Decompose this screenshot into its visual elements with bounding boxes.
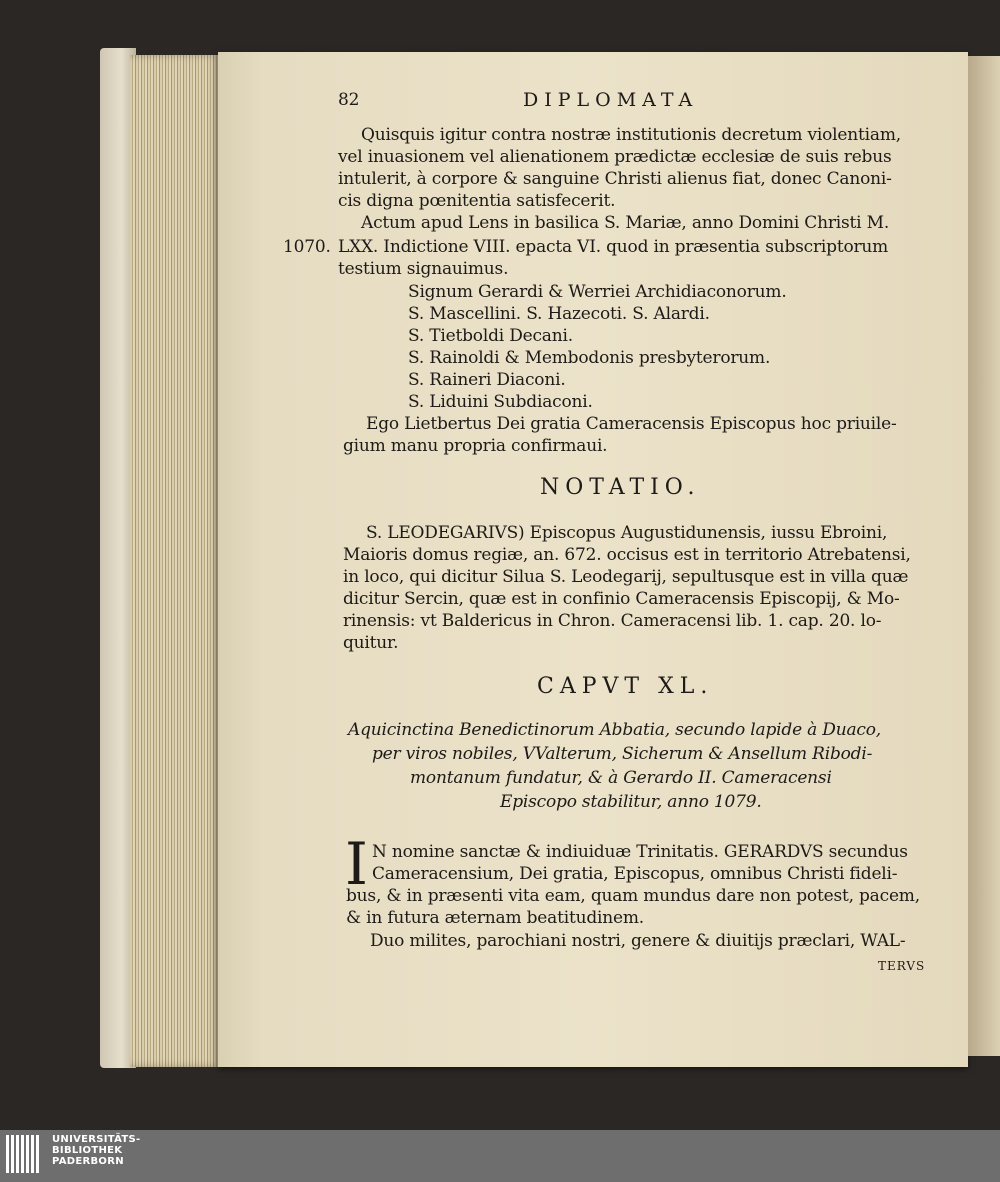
facing-page-edge bbox=[968, 56, 1000, 1056]
notatio-line: S. LEODEGARIVS) Episcopus Augustidunensis, iussu Ebroini, bbox=[366, 523, 888, 543]
caput-summary-line: Episcopo stabilitur, anno 1079. bbox=[500, 792, 762, 812]
text-line: vel inuasionem vel alienationem prædictæ ecclesiæ de suis rebus bbox=[338, 147, 892, 167]
page-header: DIPLOMATA bbox=[523, 89, 699, 111]
signature-line: S. Liduini Subdiaconi. bbox=[408, 392, 593, 412]
book-page-edges bbox=[130, 55, 222, 1067]
text-line: cis digna pœnitentia satisfecerit. bbox=[338, 191, 616, 211]
margin-note: 1070. bbox=[283, 237, 331, 257]
notatio-heading: NOTATIO. bbox=[540, 475, 701, 500]
signature-line: S. Raineri Diaconi. bbox=[408, 370, 566, 390]
text-line: Actum apud Lens in basilica S. Mariæ, anno Domini Christi M. bbox=[361, 213, 890, 233]
caput-summary-line: Aquicinctina Benedictinorum Abbatia, secundo lapide à Duaco, bbox=[348, 720, 881, 740]
library-name-line: BIBLIOTHEK bbox=[52, 1145, 123, 1156]
caput-heading: CAPVT XL. bbox=[537, 674, 714, 699]
signature-line: Signum Gerardi & Werriei Archidiaconorum. bbox=[408, 282, 787, 302]
notatio-line: rinensis: vt Baldericus in Chron. Cameracensi lib. 1. cap. 20. lo- bbox=[343, 611, 882, 631]
library-logo-icon bbox=[6, 1135, 46, 1177]
library-name bbox=[52, 1134, 141, 1167]
signature-line: S. Mascellini. S. Hazecoti. S. Alardi. bbox=[408, 304, 710, 324]
notatio-line: quitur. bbox=[343, 633, 399, 653]
signature-line: S. Tietboldi Decani. bbox=[408, 326, 573, 346]
notatio-line: Maioris domus regiæ, an. 672. occisus est in territorio Atrebatensi, bbox=[343, 545, 911, 565]
catchword: TERVS bbox=[878, 959, 926, 973]
text-line: intulerit, à corpore & sanguine Christi alienus fiat, donec Canoni- bbox=[338, 169, 892, 189]
drop-cap: I bbox=[345, 830, 368, 898]
notatio-line: dicitur Sercin, quæ est in confinio Cameracensis Episcopij, & Mo- bbox=[343, 589, 900, 609]
confirmation-line: Ego Lietbertus Dei gratia Cameracensis Episcopus hoc priuile- bbox=[366, 414, 897, 434]
body-line: bus, & in præsenti vita eam, quam mundus dare non potest, pacem, bbox=[346, 886, 920, 906]
body-line: Duo milites, parochiani nostri, genere & diuitijs præclari, WAL- bbox=[370, 931, 906, 951]
notatio-line: in loco, qui dicitur Silua S. Leodegarij, sepultusque est in villa quæ bbox=[343, 567, 909, 587]
confirmation-line: gium manu propria confirmaui. bbox=[343, 436, 608, 456]
body-line: Cameracensium, Dei gratia, Episcopus, omnibus Christi fideli- bbox=[372, 864, 898, 884]
caput-summary-line: per viros nobiles, VValterum, Sicherum & Ansellum Ribodi- bbox=[372, 744, 873, 764]
footer-bar bbox=[0, 1130, 1000, 1182]
signature-line: S. Rainoldi & Membodonis presbyterorum. bbox=[408, 348, 771, 368]
caput-summary-line: montanum fundatur, & à Gerardo II. Cameracensi bbox=[410, 768, 832, 788]
library-name-line: UNIVERSITÄTS- bbox=[52, 1134, 141, 1145]
body-line: & in futura æternam beatitudinem. bbox=[346, 908, 644, 928]
text-line: testium signauimus. bbox=[338, 259, 509, 279]
text-line: LXX. Indictione VIII. epacta VI. quod in præsentia subscriptorum bbox=[338, 237, 889, 257]
page-number: 82 bbox=[338, 90, 360, 110]
library-name-line: PADERBORN bbox=[52, 1156, 124, 1167]
body-line: N nomine sanctæ & indiuiduæ Trinitatis. GERARDVS secundus bbox=[372, 842, 908, 862]
text-line: Quisquis igitur contra nostræ institutionis decretum violentiam, bbox=[361, 125, 901, 145]
